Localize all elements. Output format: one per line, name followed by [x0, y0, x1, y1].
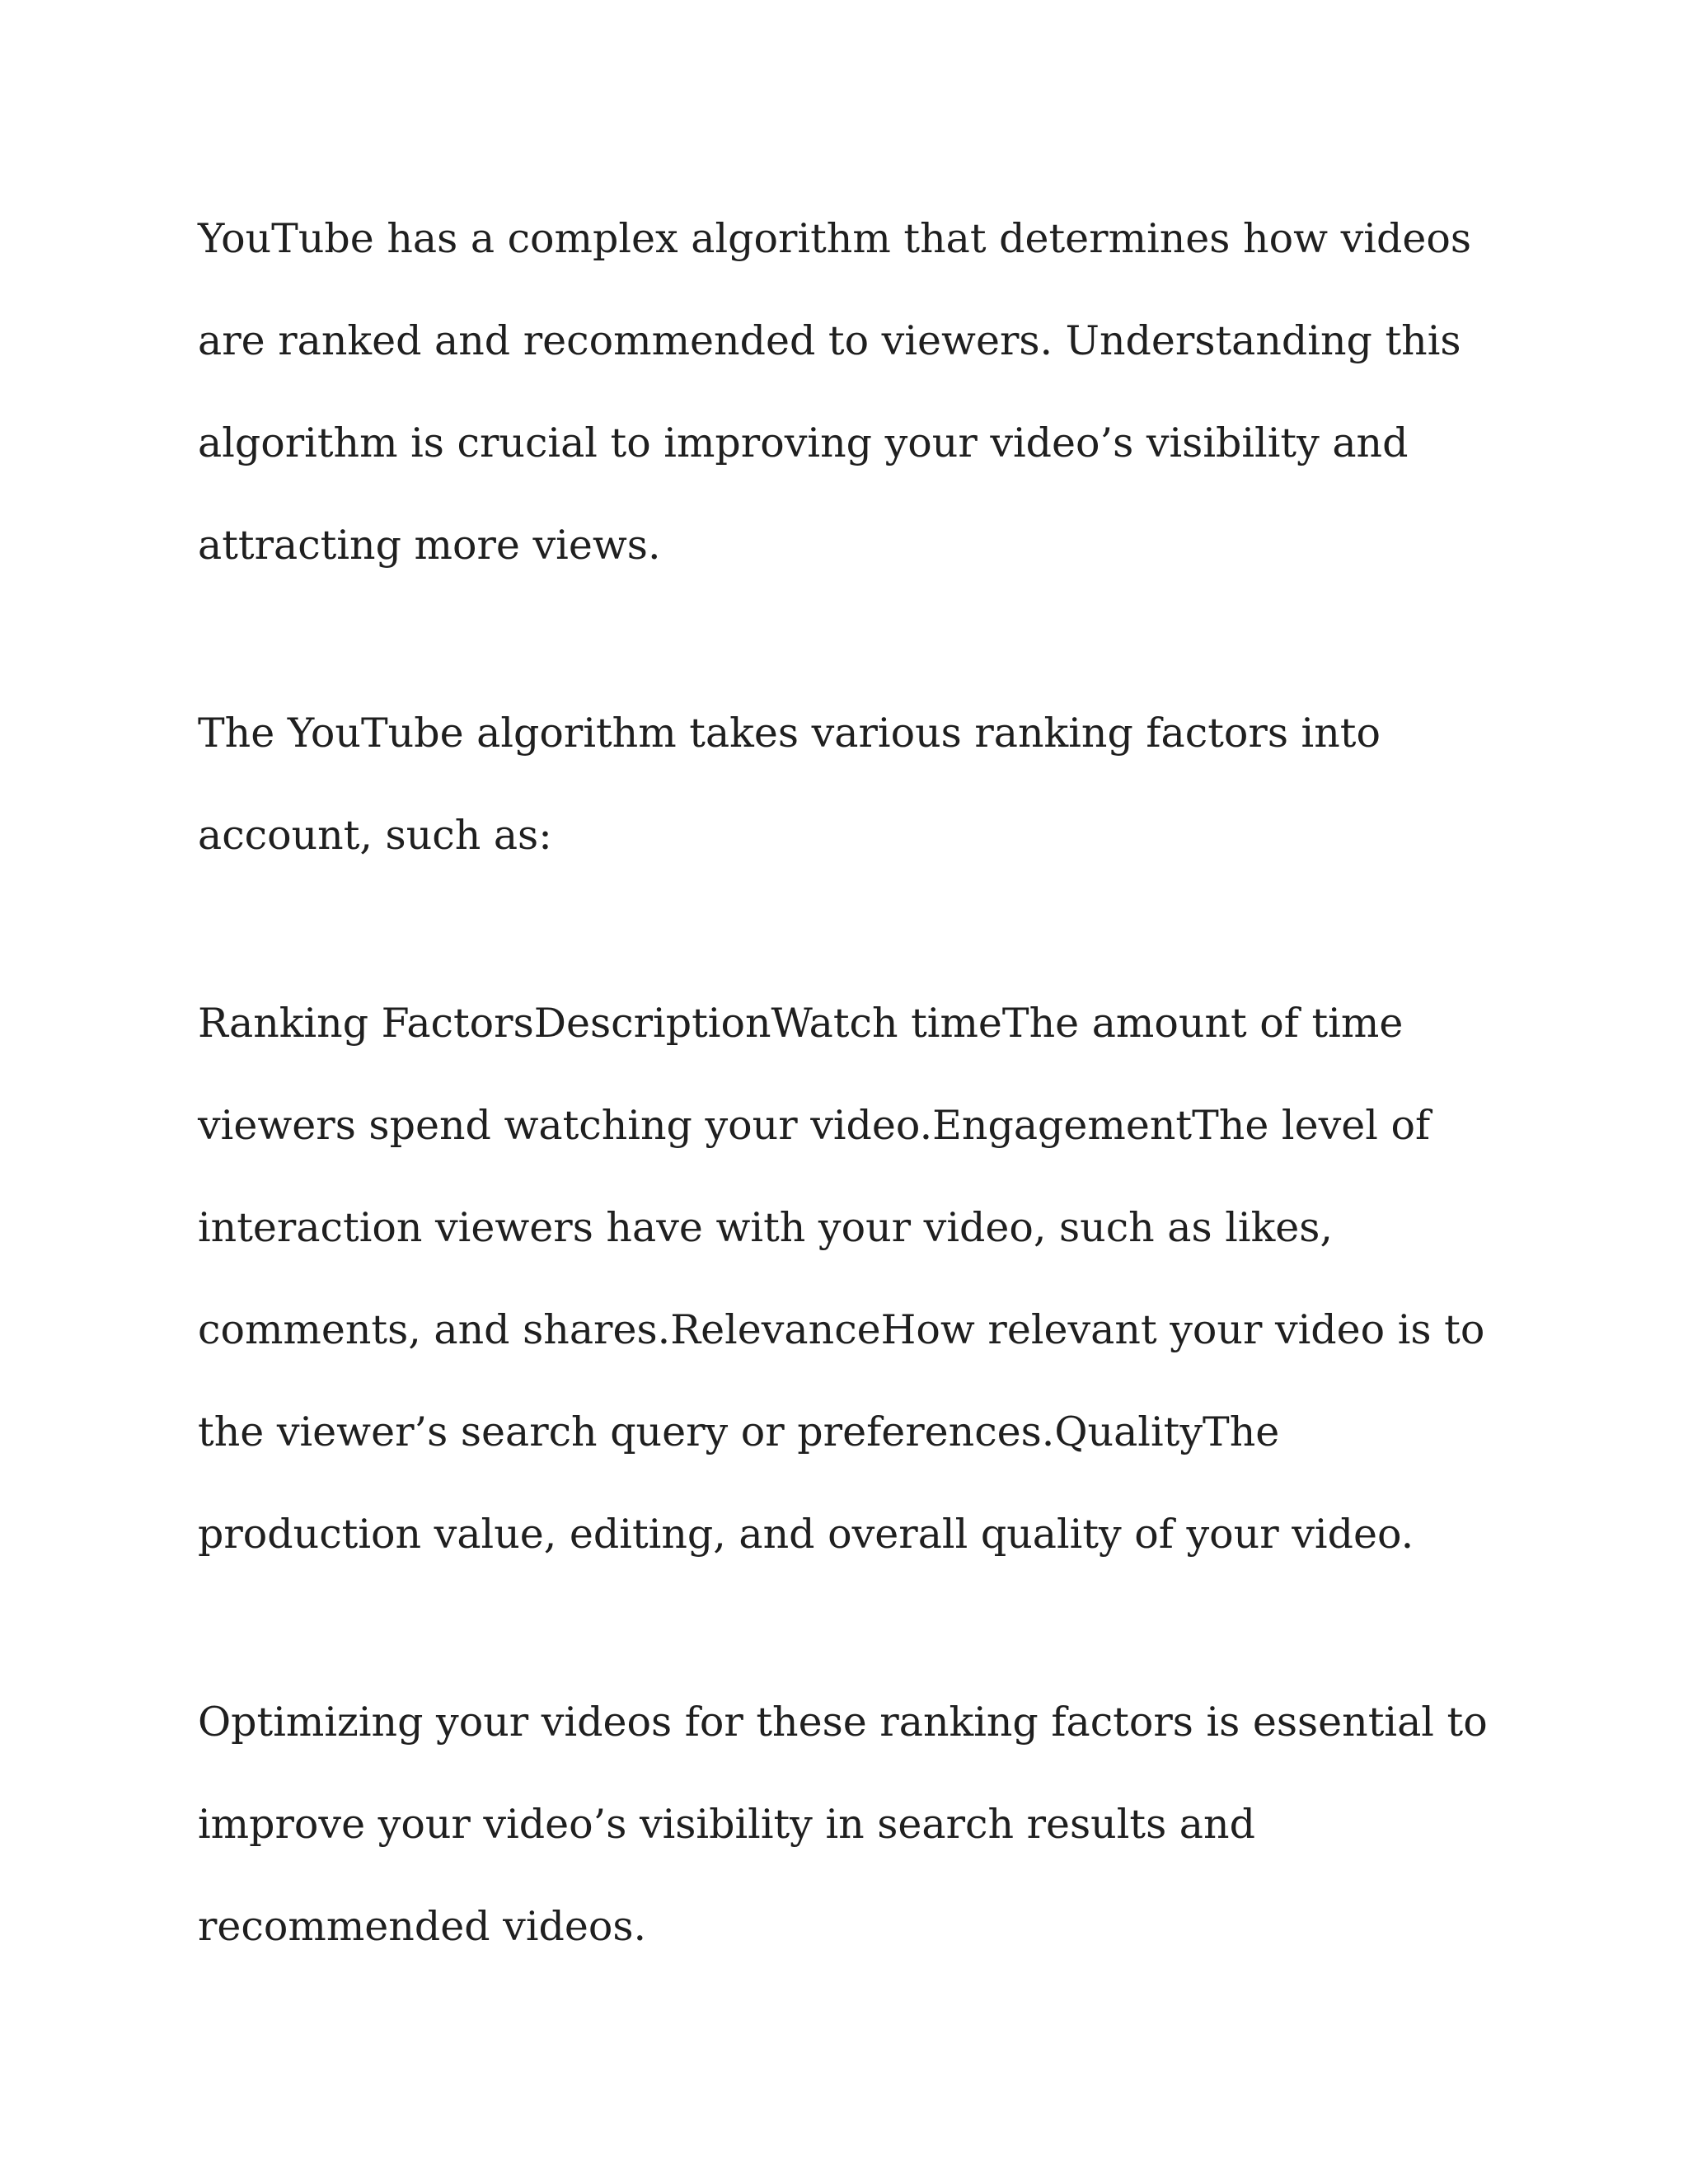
paragraph-optimization: Optimizing your videos for these ranking factors is essential to improve your video’s visibility in search results and recommended videos. — [198, 1699, 1488, 1950]
paragraph-intro: YouTube has a complex algorithm that determines how videos are ranked and recommended to viewers. Understanding this algorithm is crucial to improving your video’s visibility and attracting more views. — [198, 215, 1471, 569]
paragraph-ranking-factors-table-text: Ranking FactorsDescriptionWatch timeThe amount of time viewers spend watching your video.EngagementThe level of interaction viewers have with your video, such as likes, comments, and shares.RelevanceHow relevant your video is to the viewer’s search query or preferences.QualityThe production value, editing, and overall quality of your video. — [198, 1000, 1485, 1558]
document-body — [198, 188, 1500, 2064]
paragraph-ranking-factors-lead: The YouTube algorithm takes various ranking factors into account, such as: — [198, 710, 1381, 859]
